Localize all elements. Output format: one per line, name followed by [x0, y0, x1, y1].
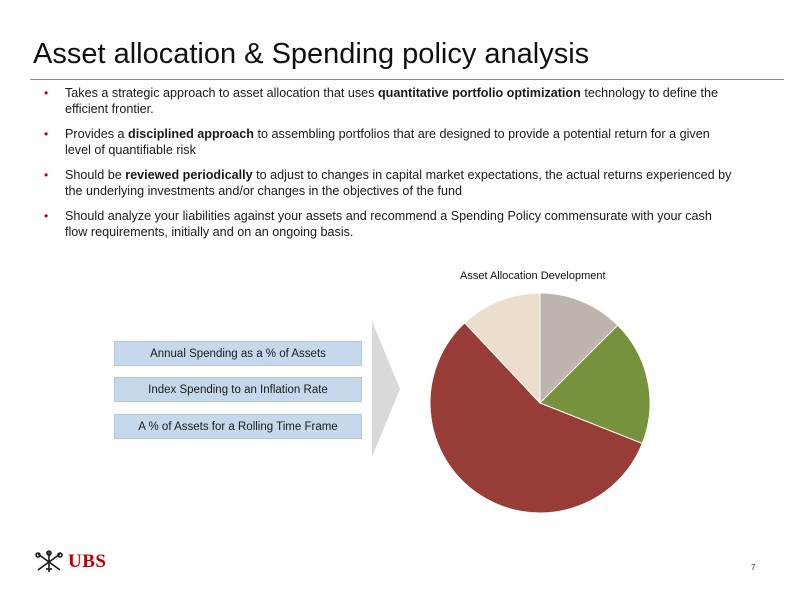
page-number: 7	[751, 563, 756, 572]
arrow-icon	[370, 321, 402, 457]
bullet-item: • Should analyze your liabilities against your assets and recommend a Spending Policy commensurate with your cash flow requirements, initially and on an ongoing basis.	[44, 209, 712, 239]
title-divider	[30, 79, 784, 80]
bullet-dot: •	[44, 209, 49, 223]
bullet-dot: •	[44, 168, 49, 182]
bullet-item: • Should be reviewed periodically to adjust to changes in capital market expectations, the actual returns experienced by the underlying investments and/or changes in the objectives of the fund	[44, 168, 732, 198]
spending-option-inflation: Index Spending to an Inflation Rate	[114, 377, 362, 402]
asset-allocation-pie-chart	[425, 288, 655, 518]
ubs-logo	[34, 550, 106, 574]
bullet-item: • Takes a strategic approach to asset allocation that uses quantitative portfolio optimization technology to define the efficient frontier.	[44, 86, 719, 116]
bullet-dot: •	[44, 127, 49, 141]
spending-option-annual: Annual Spending as a % of Assets	[114, 341, 362, 366]
logo-text: UBS	[68, 551, 107, 572]
slide-title: Asset allocation & Spending policy analysis	[33, 38, 590, 70]
ubs-keys-icon	[34, 550, 64, 574]
spending-option-rolling: A % of Assets for a Rolling Time Frame	[114, 414, 362, 439]
bullet-item: • Provides a disciplined approach to assembling portfolios that are designed to provide a potential return for a given level of quantifiable risk	[44, 127, 710, 157]
chart-title: Asset Allocation Development	[460, 270, 606, 282]
bullet-dot: •	[44, 86, 49, 100]
bullet-list	[44, 86, 734, 250]
